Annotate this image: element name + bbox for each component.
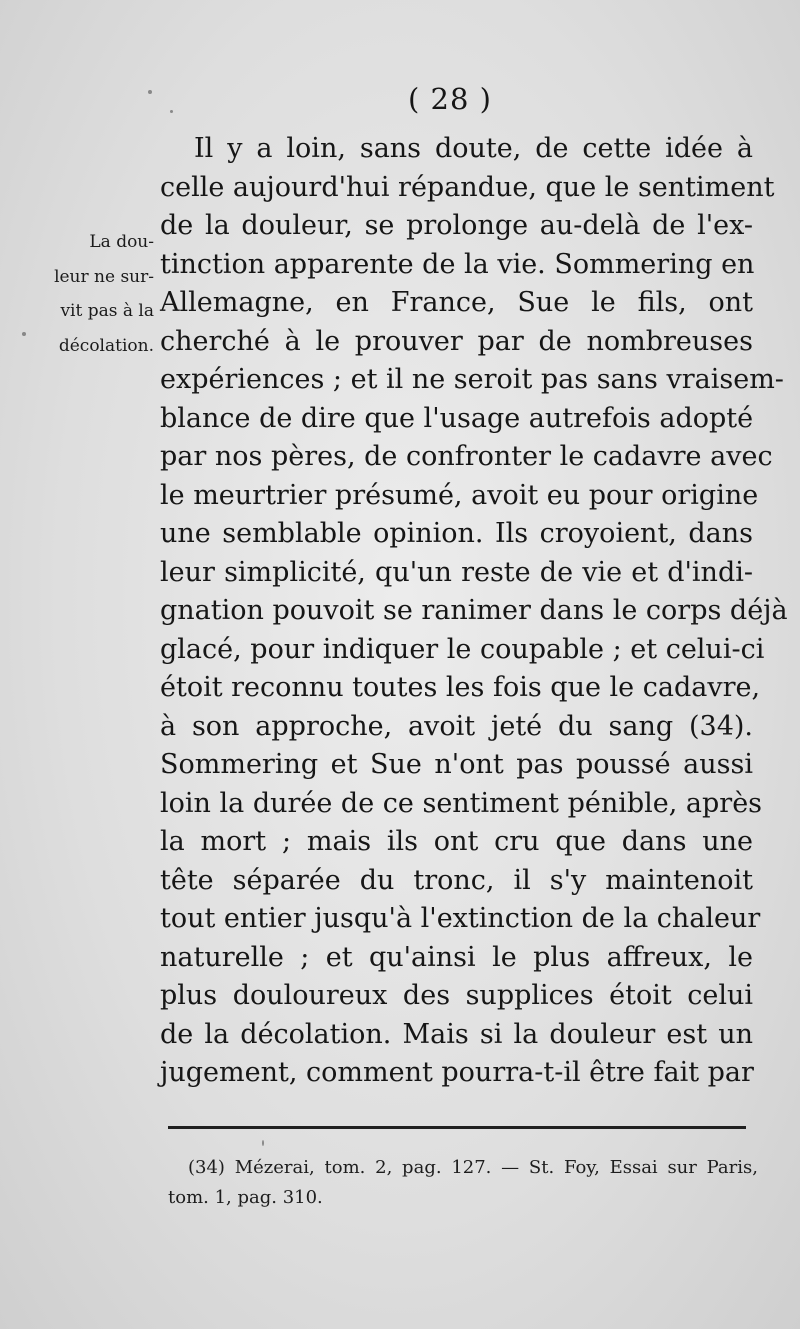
text-line: Sommering et Sue n'ont pas poussé aussi [160, 749, 753, 780]
page-number: ( 28 ) [408, 82, 492, 116]
margin-note-line: leur ne sur- [54, 266, 154, 287]
margin-note [20, 225, 158, 363]
text-line: naturelle ; et qu'ainsi le plus affreux, le [160, 941, 753, 973]
text-line: jugement, comment pourra-t-il être fait par [160, 1057, 754, 1088]
text-line: étoit reconnu toutes les fois que le cadavre, [160, 672, 761, 703]
body-text [160, 130, 788, 1093]
text-line: glacé, pour indiquer le coupable ; et celui-ci [160, 633, 765, 665]
text-line: tête séparée du tronc, il s'y maintenoit [160, 864, 753, 896]
text-line: celle aujourd'hui répandue, que le sentiment [160, 171, 775, 203]
print-speck [170, 110, 173, 113]
text-line: Allemagne, en France, Sue le fils, ont [160, 287, 753, 318]
text-line: gnation pouvoit se ranimer dans le corps déjà [160, 595, 788, 626]
footnote-line: tom. 1, pag. 310. [168, 1187, 323, 1208]
text-line: la mort ; mais ils ont cru que dans une [160, 826, 753, 857]
text-line: à son approche, avoit jeté du sang (34). [160, 710, 753, 742]
text-line: loin la durée de ce sentiment pénible, après [160, 787, 763, 819]
text-line: par nos pères, de confronter le cadavre avec [160, 441, 773, 472]
text-line: cherché à le prouver par de nombreuses [160, 325, 753, 357]
margin-note-line: La dou- [89, 232, 154, 252]
text-line: leur simplicité, qu'un reste de vie et d'indi- [160, 556, 753, 588]
print-speck [148, 90, 152, 94]
text-line: plus douloureux des supplices étoit celui [160, 980, 753, 1011]
text-line: tinction apparente de la vie. Sommering en [160, 248, 755, 280]
footnote [168, 1153, 758, 1213]
print-speck [22, 332, 26, 336]
text-line: une semblable opinion. Ils croyoient, dans [160, 518, 753, 549]
text-line: blance de dire que l'usage autrefois adopté [160, 402, 754, 434]
text-line: expériences ; et il ne seroit pas sans vraisem- [160, 364, 784, 395]
text-line: de la douleur, se prolonge au-delà de l'ex- [160, 210, 753, 241]
footnote-line: (34) Mézerai, tom. 2, pag. 127. — St. Foy, Essai sur Paris, [188, 1157, 758, 1178]
margin-note-line: vit pas à la [60, 301, 154, 321]
margin-note-line: décolation. [58, 335, 154, 356]
text-line: le meurtrier présumé, avoit eu pour origine [160, 479, 759, 511]
print-speck [262, 1140, 264, 1146]
footnote-rule [168, 1126, 746, 1129]
text-line: tout entier jusqu'à l'extinction de la chaleur [160, 903, 761, 934]
text-line: Il y a loin, sans doute, de cette idée à [194, 133, 753, 164]
text-line: de la décolation. Mais si la douleur est un [160, 1018, 753, 1050]
